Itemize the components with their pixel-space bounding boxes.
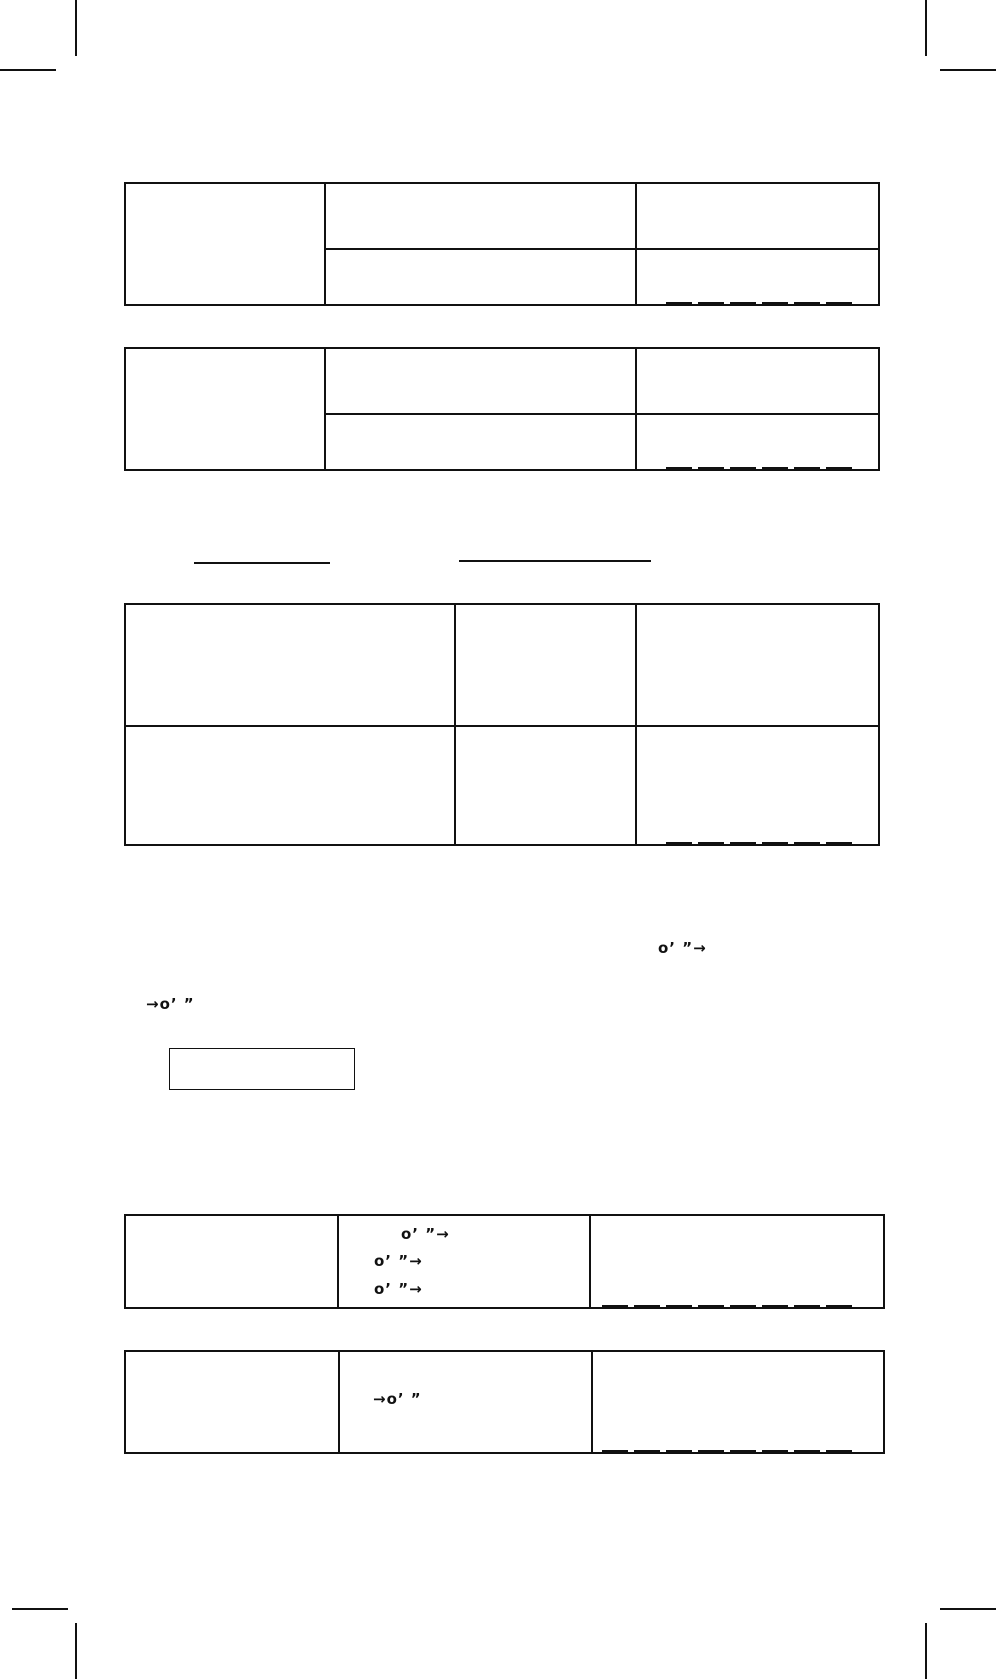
crop-mark-top-left-horizontal — [0, 69, 56, 71]
table-c-answer-dashes — [666, 842, 852, 844]
table-e-symbol-1: o’ ”→ — [401, 1225, 450, 1243]
table-e-symbol-3: o’ ”→ — [374, 1280, 423, 1298]
table-a — [124, 182, 880, 306]
table-a-answer-dashes — [666, 302, 852, 304]
table-b-divider-1 — [324, 349, 326, 469]
table-b-answer-dashes — [666, 467, 852, 469]
table-f — [124, 1350, 885, 1454]
table-e-divider-1 — [337, 1216, 339, 1307]
table-b-row-divider — [324, 413, 880, 415]
table-e-divider-2 — [589, 1216, 591, 1307]
table-c — [124, 603, 880, 846]
blank-underline-1 — [194, 562, 330, 564]
deg-to-dms-symbol: →o’ ” — [146, 995, 195, 1013]
table-b — [124, 347, 880, 471]
crop-mark-bottom-right-vertical — [925, 1623, 927, 1679]
table-a-divider-1 — [324, 184, 326, 304]
table-f-symbol-1: →o’ ” — [373, 1390, 422, 1408]
crop-mark-bottom-left-horizontal — [12, 1608, 68, 1610]
crop-mark-bottom-left-vertical — [75, 1623, 77, 1679]
table-f-divider-1 — [338, 1352, 340, 1452]
crop-mark-top-left-vertical — [75, 0, 77, 56]
table-f-divider-2 — [591, 1352, 593, 1452]
table-e-symbol-2: o’ ”→ — [374, 1252, 423, 1270]
dms-to-deg-symbol: o’ ”→ — [658, 939, 707, 957]
table-a-row-divider — [324, 248, 880, 250]
display-entry-box — [169, 1048, 355, 1090]
crop-mark-top-right-vertical — [925, 0, 927, 56]
crop-mark-top-right-horizontal — [940, 69, 996, 71]
table-e — [124, 1214, 885, 1309]
crop-mark-bottom-right-horizontal — [940, 1608, 996, 1610]
table-a-divider-2 — [635, 184, 637, 304]
table-b-divider-2 — [635, 349, 637, 469]
table-f-answer-dashes — [602, 1450, 852, 1452]
table-e-answer-dashes — [602, 1305, 852, 1307]
table-c-row-divider — [126, 725, 878, 727]
blank-underline-2 — [459, 560, 651, 562]
